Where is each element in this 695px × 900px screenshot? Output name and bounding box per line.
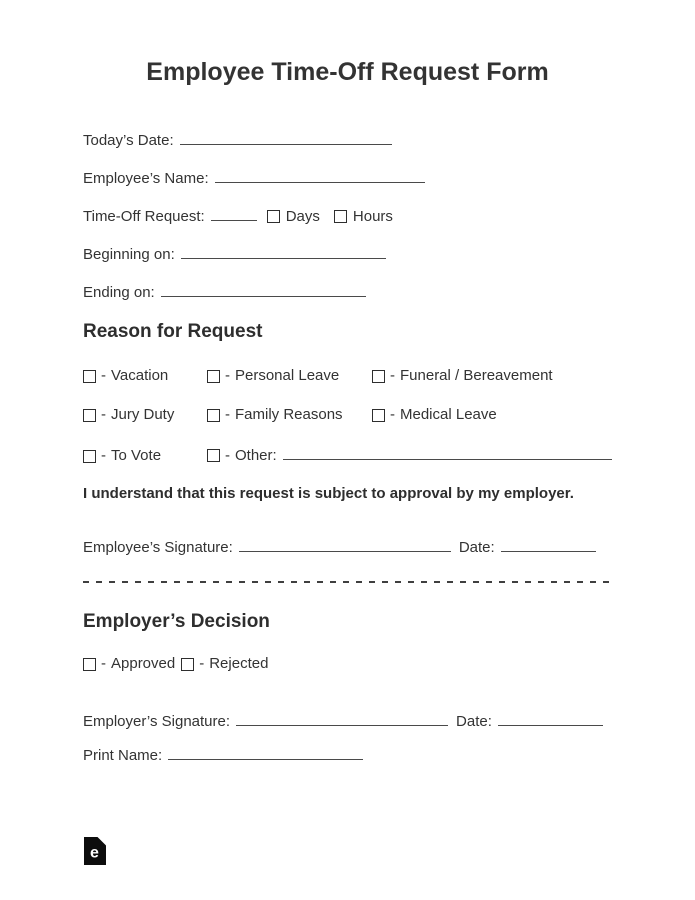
medical-leave-label: Medical Leave bbox=[400, 406, 497, 423]
print-name-row bbox=[83, 746, 612, 763]
logo-letter: e bbox=[90, 844, 99, 862]
ending-on-row bbox=[83, 283, 612, 300]
dash-separator: - bbox=[101, 447, 106, 464]
beginning-on-blank[interactable] bbox=[181, 245, 386, 259]
employee-date-blank[interactable] bbox=[501, 538, 596, 552]
reason-option-other bbox=[207, 446, 612, 464]
to-vote-checkbox[interactable] bbox=[83, 450, 96, 463]
beginning-on-row bbox=[83, 245, 612, 262]
vacation-label: Vacation bbox=[111, 367, 169, 384]
hours-checkbox[interactable] bbox=[334, 210, 347, 223]
to-vote-label: To Vote bbox=[111, 447, 162, 464]
dash-separator: - bbox=[199, 655, 205, 672]
print-name-label: Print Name: bbox=[83, 747, 163, 764]
medical-leave-checkbox[interactable] bbox=[372, 409, 385, 422]
reason-option-personal-leave bbox=[207, 368, 372, 384]
dash-separator: - bbox=[390, 367, 395, 384]
funeral-checkbox[interactable] bbox=[372, 370, 385, 383]
employee-signature-label: Employee’s Signature: bbox=[83, 539, 233, 556]
rejected-label: Rejected bbox=[209, 655, 269, 672]
approval-statement: I understand that this request is subject to approval by my employer. bbox=[83, 485, 574, 502]
jury-duty-checkbox[interactable] bbox=[83, 409, 96, 422]
personal-leave-checkbox[interactable] bbox=[207, 370, 220, 383]
days-label: Days bbox=[285, 208, 320, 225]
todays-date-blank[interactable] bbox=[180, 131, 392, 145]
employee-signature-blank[interactable] bbox=[239, 538, 451, 552]
employee-name-row bbox=[83, 169, 612, 186]
reason-option-vacation bbox=[83, 368, 207, 384]
reason-section-heading: Reason for Request bbox=[83, 321, 263, 342]
family-reasons-label: Family Reasons bbox=[235, 406, 343, 423]
employer-decision-heading: Employer’s Decision bbox=[83, 611, 270, 632]
approved-option bbox=[83, 656, 175, 672]
reason-row-2 bbox=[83, 407, 612, 423]
approved-checkbox[interactable] bbox=[83, 658, 96, 671]
other-checkbox[interactable] bbox=[207, 449, 220, 462]
reason-row-3 bbox=[83, 446, 612, 462]
print-name-blank[interactable] bbox=[168, 746, 363, 760]
ending-on-label: Ending on: bbox=[83, 284, 155, 301]
other-blank[interactable] bbox=[283, 446, 612, 460]
beginning-on-label: Beginning on: bbox=[83, 246, 175, 263]
time-off-request-row bbox=[83, 207, 612, 224]
employer-signature-label: Employer’s Signature: bbox=[83, 713, 231, 730]
family-reasons-checkbox[interactable] bbox=[207, 409, 220, 422]
page-title: Employee Time-Off Request Form bbox=[146, 58, 549, 86]
employer-date-blank[interactable] bbox=[498, 712, 603, 726]
decision-row bbox=[83, 656, 612, 672]
dash-separator: - bbox=[101, 406, 106, 423]
todays-date-row bbox=[83, 131, 612, 148]
employee-date-label: Date: bbox=[458, 539, 495, 556]
days-checkbox[interactable] bbox=[267, 210, 280, 223]
ending-on-blank[interactable] bbox=[161, 283, 366, 297]
employee-name-label: Employee’s Name: bbox=[83, 170, 209, 187]
rejected-option bbox=[181, 656, 268, 672]
time-off-request-label: Time-Off Request: bbox=[83, 208, 205, 225]
personal-leave-label: Personal Leave bbox=[235, 367, 340, 384]
reason-row-1 bbox=[83, 368, 612, 384]
dash-separator: - bbox=[225, 406, 230, 423]
todays-date-label: Today’s Date: bbox=[83, 132, 174, 149]
employer-signature-blank[interactable] bbox=[236, 712, 448, 726]
approved-label: Approved bbox=[111, 655, 176, 672]
dash-separator: - bbox=[101, 655, 106, 672]
employer-signature-row bbox=[83, 712, 612, 729]
reason-option-funeral bbox=[372, 368, 612, 384]
employee-signature-row bbox=[83, 538, 612, 555]
hours-label: Hours bbox=[352, 208, 393, 225]
reason-option-medical-leave bbox=[372, 407, 612, 423]
dash-separator: - bbox=[101, 367, 106, 384]
funeral-label: Funeral / Bereavement bbox=[400, 367, 553, 384]
dashed-divider bbox=[83, 581, 612, 583]
dash-separator: - bbox=[225, 367, 230, 384]
rejected-checkbox[interactable] bbox=[181, 658, 194, 671]
dash-separator: - bbox=[225, 447, 230, 464]
vacation-checkbox[interactable] bbox=[83, 370, 96, 383]
eforms-document-logo-icon bbox=[84, 837, 106, 865]
jury-duty-label: Jury Duty bbox=[111, 406, 175, 423]
employee-name-blank[interactable] bbox=[215, 169, 425, 183]
reason-option-jury-duty bbox=[83, 407, 207, 423]
other-label: Other: bbox=[235, 447, 277, 464]
time-off-amount-blank[interactable] bbox=[211, 207, 257, 221]
dash-separator: - bbox=[390, 406, 395, 423]
reason-option-family-reasons bbox=[207, 407, 372, 423]
employer-date-label: Date: bbox=[456, 713, 492, 730]
reason-option-to-vote bbox=[83, 448, 207, 464]
